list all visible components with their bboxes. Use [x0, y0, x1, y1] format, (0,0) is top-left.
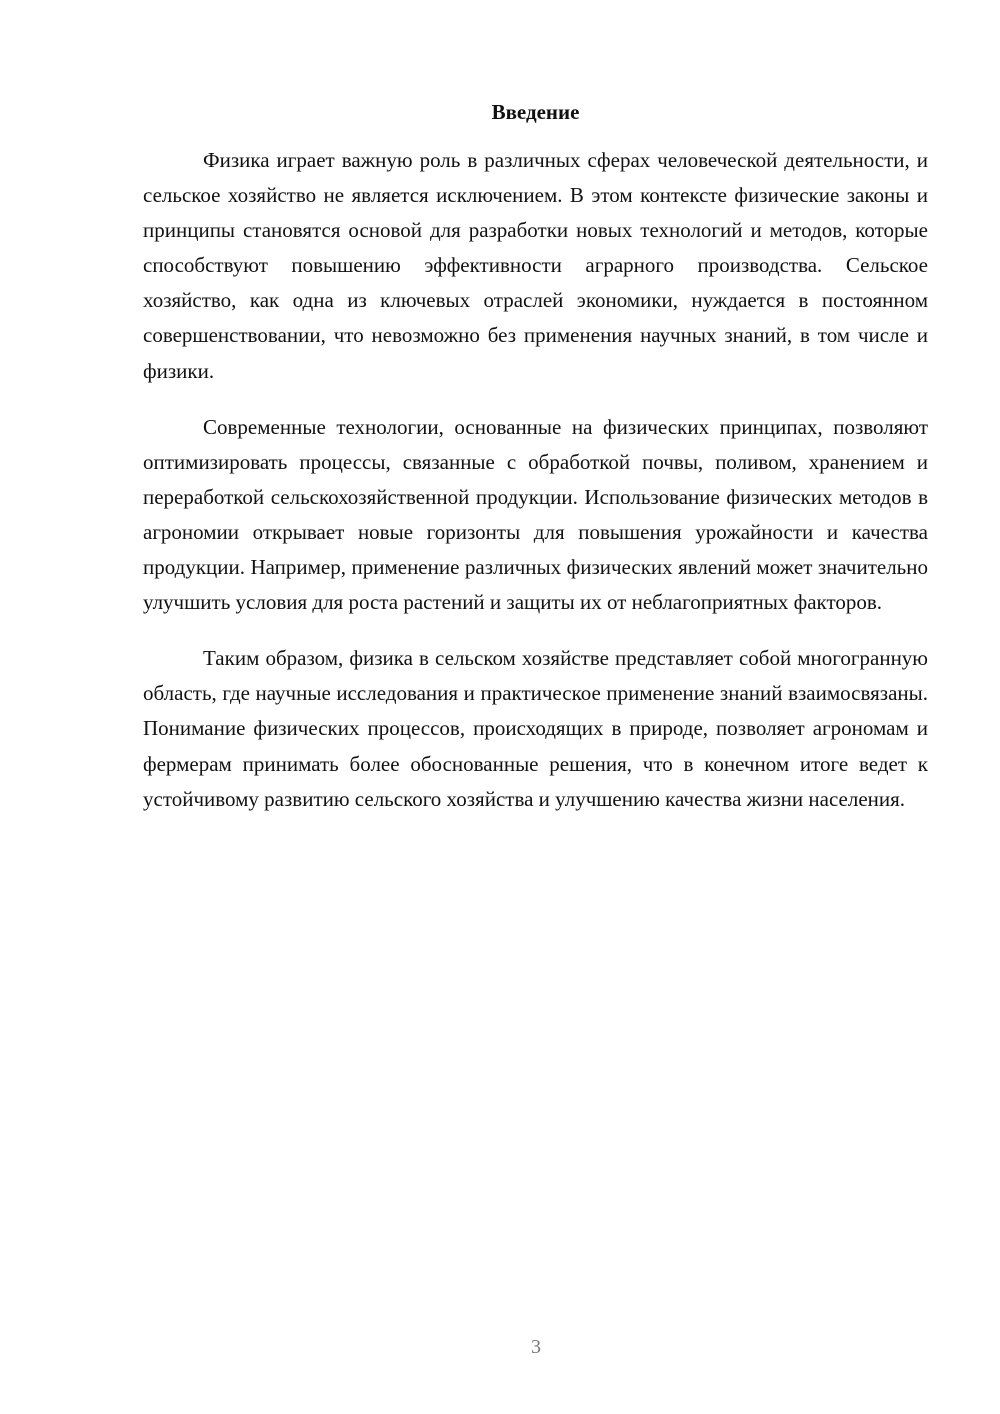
- section-heading: Введение: [491, 100, 580, 124]
- paragraph-3: Таким образом, физика в сельском хозяйстве представляет собой многогранную область, где научные исследования и практическое применение знаний взаимосвязаны. Понимание физических процессов, происходящих в природе, позволяет агрономам и фермерам принимать более обоснованные решения, что в конечном итоге ведет к устойчивому развитию сельского хозяйства и улучшению качества жизни населения.: [143, 646, 928, 811]
- page-number: 3: [531, 1336, 541, 1358]
- body-text: [143, 143, 928, 838]
- paragraph-1: Физика играет важную роль в различных сферах человеческой деятельности, и сельское хозяйство не является исключением. В этом контексте физические законы и принципы становятся основой для разработки новых технологий и методов, которые способствуют повышению эффективности аграрного производства. Сельское хозяйство, как одна из ключевых отраслей экономики, нуждается в постоянном совершенствовании, что невозможно без применения научных знаний, в том числе и физики.: [143, 148, 928, 383]
- paragraph-2: Современные технологии, основанные на физических принципах, позволяют оптимизировать процессы, связанные с обработкой почвы, поливом, хранением и переработкой сельскохозяйственной продукции. Использование физических методов в агрономии открывает новые горизонты для повышения урожайности и качества продукции. Например, применение различных физических явлений может значительно улучшить условия для роста растений и защиты их от неблагоприятных факторов.: [143, 414, 928, 615]
